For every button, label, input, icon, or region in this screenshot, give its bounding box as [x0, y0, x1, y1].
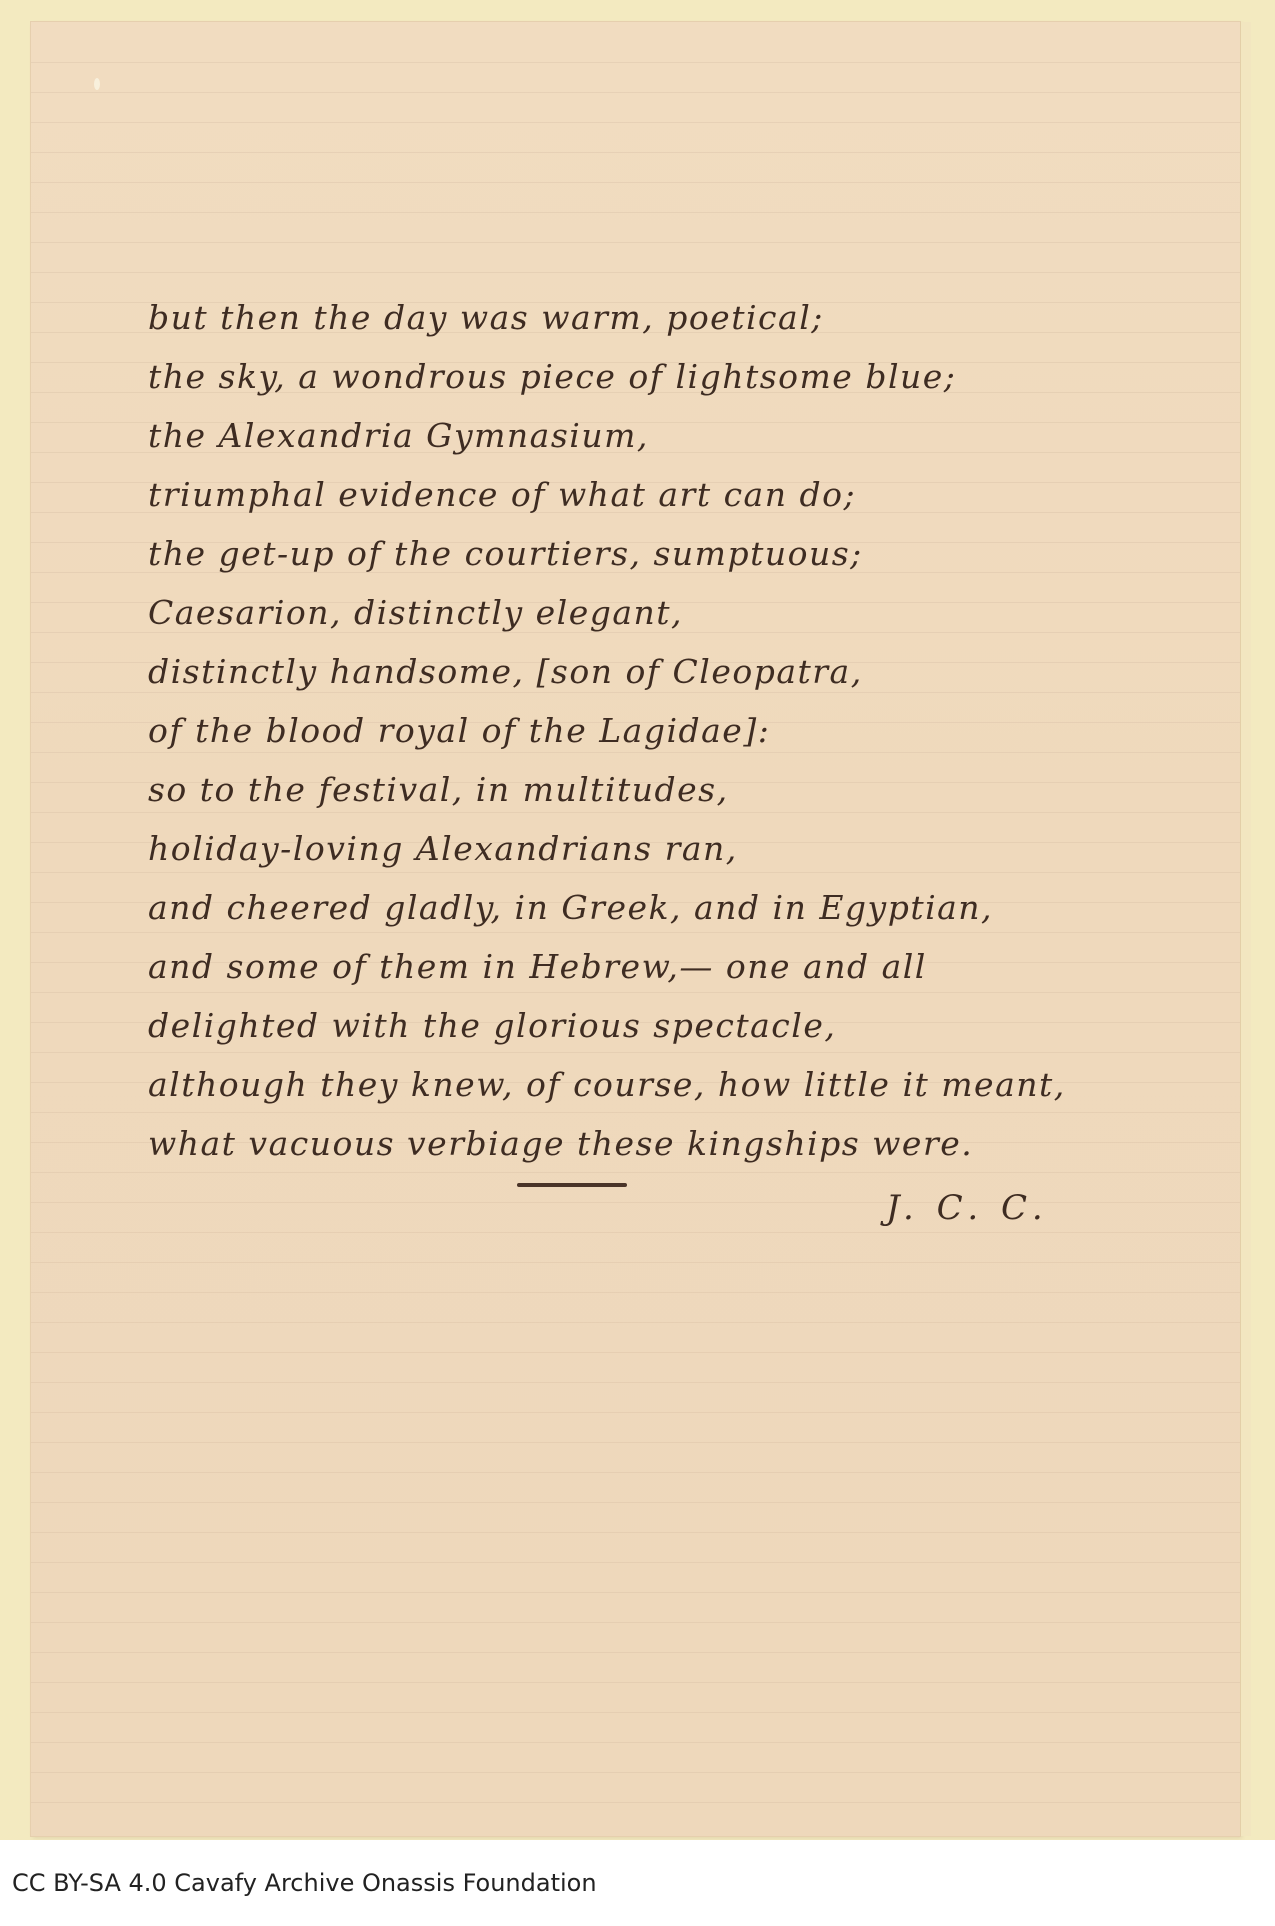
paper-rule-line	[31, 1232, 1240, 1233]
divider-line	[517, 1183, 627, 1187]
poem-line: holiday-loving Alexandrians ran,	[148, 829, 738, 868]
paper-rule-line	[31, 122, 1240, 123]
poem-line: so to the festival, in multitudes,	[148, 770, 729, 809]
paper-rule-line	[31, 1502, 1240, 1503]
paper-rule-line	[31, 1262, 1240, 1263]
paper-rule-line	[31, 242, 1240, 243]
paper-rule-line	[31, 212, 1240, 213]
poem-line: delighted with the glorious spectacle,	[148, 1006, 837, 1045]
poem-line: the Alexandria Gymnasium,	[148, 416, 649, 455]
paper-rule-line	[31, 1802, 1240, 1803]
poem-line: triumphal evidence of what art can do;	[148, 475, 857, 514]
poem-line: the get-up of the courtiers, sumptuous;	[148, 534, 863, 573]
poem-line: and some of them in Hebrew,— one and all	[148, 947, 927, 986]
paper-rule-line	[31, 1652, 1240, 1653]
poem-line: the sky, a wondrous piece of lightsome blue;	[148, 357, 957, 396]
paper-rule-line	[31, 1532, 1240, 1533]
page-edge	[1240, 22, 1251, 1836]
paper-rule-line	[31, 1622, 1240, 1623]
paper-blemish	[94, 78, 100, 90]
paper-rule-line	[31, 1382, 1240, 1383]
poem-line: Caesarion, distinctly elegant,	[148, 593, 684, 632]
poem-line: but then the day was warm, poetical;	[148, 298, 824, 337]
paper-rule-line	[31, 152, 1240, 153]
paper-rule-line	[31, 1712, 1240, 1713]
paper-rule-line	[31, 1742, 1240, 1743]
poem-text	[148, 288, 1208, 1173]
poem-line: distinctly handsome, [son of Cleopatra,	[148, 652, 863, 691]
paper-rule-line	[31, 1202, 1240, 1203]
paper-rule-line	[31, 92, 1240, 93]
paper-rule-line	[31, 1322, 1240, 1323]
poem-line: what vacuous verbiage these kingships were.	[148, 1124, 974, 1163]
paper-rule-line	[31, 1442, 1240, 1443]
paper-rule-line	[31, 1352, 1240, 1353]
paper-rule-line	[31, 182, 1240, 183]
paper-rule-line	[31, 1772, 1240, 1773]
poem-line: and cheered gladly, in Greek, and in Egyptian,	[148, 888, 994, 927]
paper-rule-line	[31, 1412, 1240, 1413]
signature-initials: J. C. C.	[886, 1188, 1049, 1228]
paper-rule-line	[31, 1562, 1240, 1563]
paper-rule-line	[31, 1292, 1240, 1293]
paper-rule-line	[31, 1472, 1240, 1473]
poem-line: although they knew, of course, how little it meant,	[148, 1065, 1066, 1104]
poem-line: of the blood royal of the Lagidae]:	[148, 711, 771, 750]
paper-rule-line	[31, 1592, 1240, 1593]
paper-rule-line	[31, 1682, 1240, 1683]
paper-rule-line	[31, 272, 1240, 273]
license-credit: CC BY-SA 4.0 Cavafy Archive Onassis Foundation	[12, 1869, 597, 1897]
paper-rule-line	[31, 62, 1240, 63]
